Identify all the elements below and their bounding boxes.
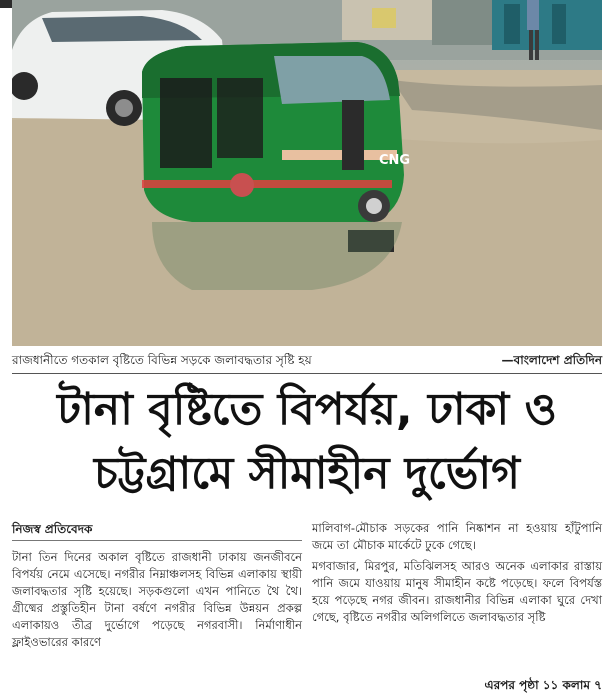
photo-caption: রাজধানীতে গতকাল বৃষ্টিতে বিভিন্ন সড়কে জলাবদ্ধতার সৃষ্টি হয়: [12, 353, 312, 367]
caption-divider: [12, 373, 602, 374]
cng-label: CNG: [379, 153, 411, 168]
photo-credit: —বাংলাদেশ প্রতিদিন: [501, 353, 602, 367]
photo-caption-row: [12, 349, 602, 371]
news-photo: [12, 0, 602, 346]
headline-line-2: চট্টগ্রামে সীমাহীন দুর্ভোগ: [94, 448, 520, 499]
article-column-right: [312, 520, 602, 695]
byline: নিজস্ব প্রতিবেদক: [12, 520, 302, 541]
article-column-left: [12, 520, 302, 695]
article-paragraph: মগবাজার, মিরপুর, মতিঝিলসহ আরও অনেক এলাকার রাস্তায় পানি জমে যাওয়ায় মানুষ সীমাহীন কষ্টে পড়েছে। ফলে বিপর্যস্ত হয়ে পড়েছে নগর জীবন। রাজধানীর বিভিন্ন এলাকা ঘুরে দেখা গেছে, বৃষ্টিতে নগরীর অলিগলিতে জলাবদ্ধতার সৃষ্টি: [312, 559, 602, 624]
article-paragraph: মালিবাগ-মৌচাক সড়কের পানি নিষ্কাশন না হওয়ায় হাঁটুপানি জমে তা মৌচাক মার্কেটে ঢুকে গেছে।: [312, 521, 602, 552]
headline: [12, 378, 602, 518]
article-paragraph: টানা তিন দিনের অকাল বৃষ্টিতে রাজধানী ঢাকায় জনজীবনে বিপর্যয় নেমে এসেছে। নগরীর নিম্নাঞ্চলসহ বিভিন্ন এলাকায় স্থায়ী জলাবদ্ধতার সৃষ্টি হয়েছে। সড়কগুলো এখন পানিতে থৈ থৈ। গ্রীষ্মের প্রস্তুতিহীন টানা বর্ষণে নগরীর বিভিন্ন উন্নয়ন প্রকল্প এলাকায়ও তীব্র দুর্ভোগে পড়েছে নগরবাসী। নির্মাণাধীন ফ্লাইওভারের কারণে: [12, 550, 302, 649]
flooded-street-illustration: [12, 0, 602, 346]
headline-line-1: টানা বৃষ্টিতে বিপর্যয়, ঢাকা ও: [57, 384, 557, 435]
continued-on-page: এরপর পৃষ্ঠা ১১ কলাম ৭: [479, 676, 603, 694]
